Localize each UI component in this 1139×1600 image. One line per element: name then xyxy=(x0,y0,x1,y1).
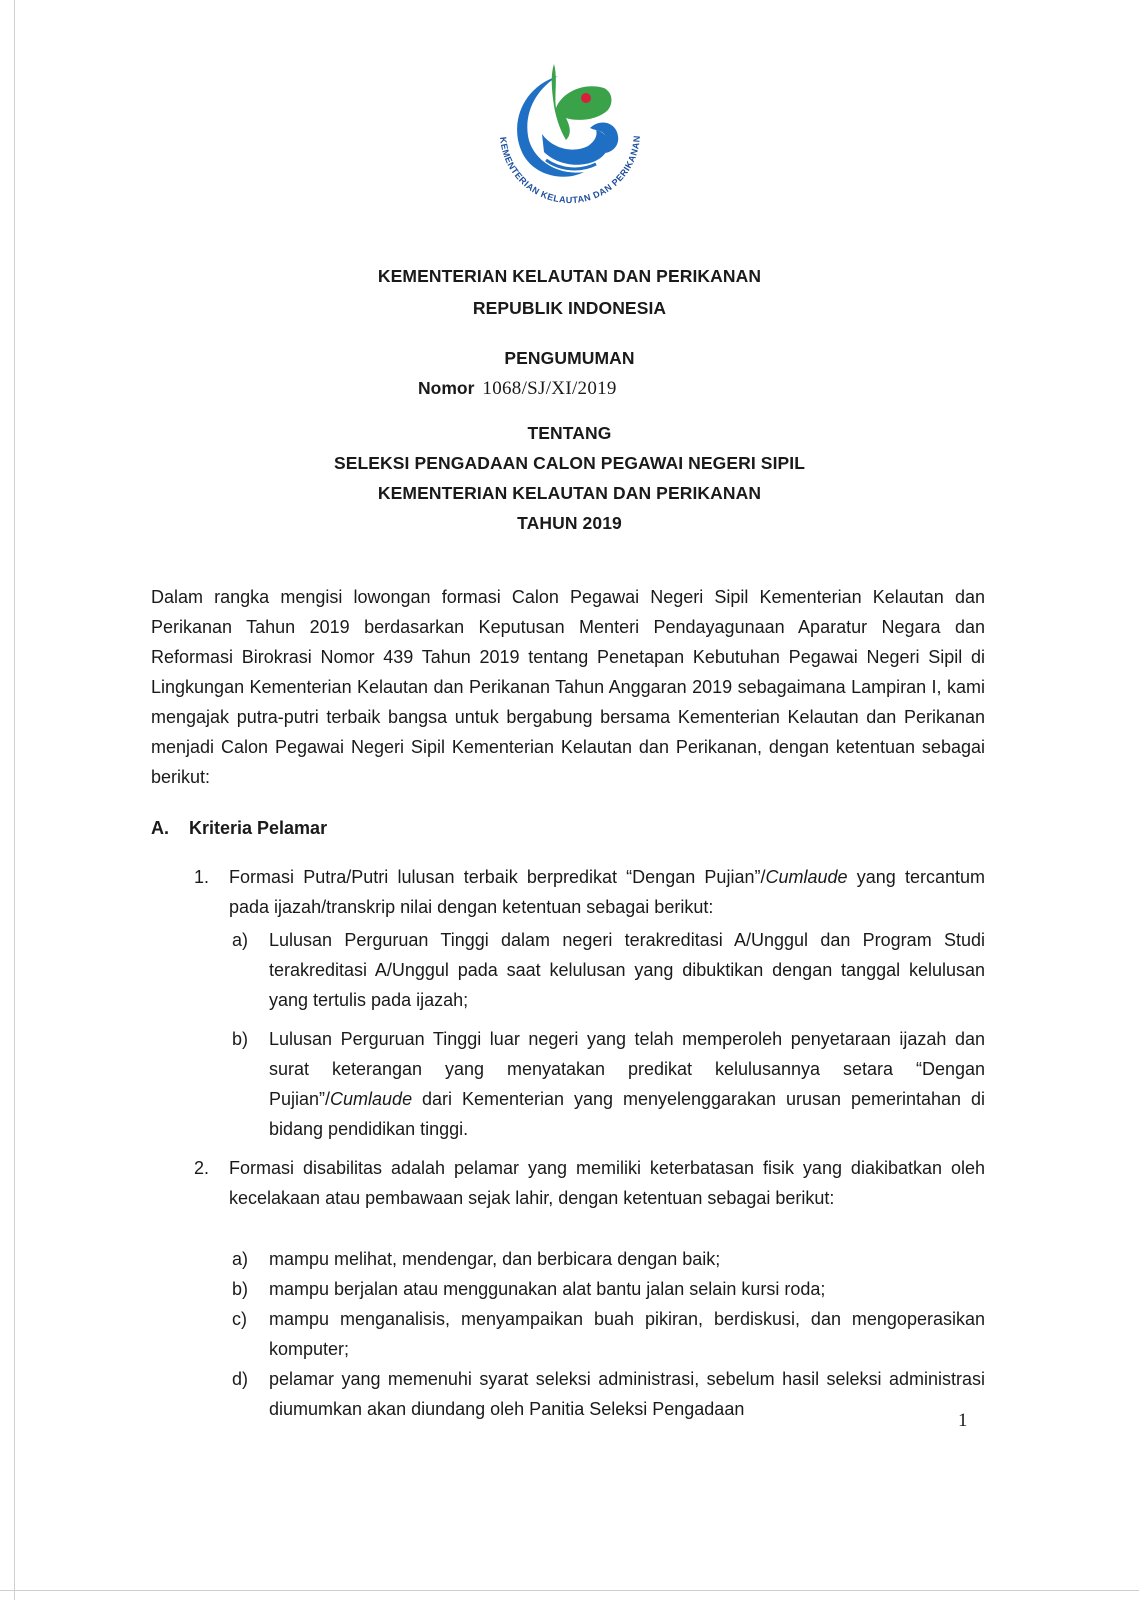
page-left-edge xyxy=(14,0,15,1600)
item1-text-italic: Cumlaude xyxy=(765,867,848,887)
sub-item-1a-text: Lulusan Perguruan Tinggi dalam negeri terakreditasi A/Unggul dan Program Studi terakreditasi A/Unggul pada saat kelulusan yang dibuktikan dengan tanggal kelulusan yang tertulis pada ijazah; xyxy=(269,930,985,1010)
header-announcement: PENGUMUMAN xyxy=(504,348,635,368)
announcement-number xyxy=(418,378,617,400)
sub-item-2d-text: pelamar yang memenuhi syarat seleksi administrasi, sebelum hasil seleksi administrasi diumumkan akan diundang oleh Panitia Seleksi Pengadaan xyxy=(269,1369,985,1419)
sub-item-1b-text-after: dari Kementerian yang menyelenggarakan urusan pemerintahan di bidang pendidikan tinggi. xyxy=(269,1089,985,1139)
list-marker: 1. xyxy=(194,867,210,887)
sub-item-1b-text-italic: Cumlaude xyxy=(330,1089,413,1109)
page-number: 1 xyxy=(958,1410,968,1431)
sub-marker: a) xyxy=(232,930,249,950)
list-item-2 xyxy=(194,1153,985,1213)
list-item-1 xyxy=(194,862,985,922)
sub-item-1b-text-before: Lulusan Perguruan Tinggi luar negeri yang telah memperoleh penyetaraan ijazah dan surat keterangan yang menyatakan predikat kelulusannya setara “Dengan Pujian”/ xyxy=(269,1029,985,1109)
sub-item-2c xyxy=(232,1304,985,1364)
page-bottom-edge xyxy=(0,1590,1139,1591)
sub-item-2c-text: mampu menganalisis, menyampaikan buah pikiran, berdiskusi, dan mengoperasikan komputer; xyxy=(269,1309,985,1359)
sub-item-2b-text: mampu berjalan atau menggunakan alat bantu jalan selain kursi roda; xyxy=(269,1279,826,1299)
sub-item-2b xyxy=(232,1274,985,1304)
item2-text: Formasi disabilitas adalah pelamar yang memiliki keterbatasan fisik yang diakibatkan oleh kecelakaan atau pembawaan sejak lahir, dengan ketentuan sebagai berikut: xyxy=(229,1158,985,1208)
section-a-title: Kriteria Pelamar xyxy=(189,818,328,838)
nomor-label: Nomor xyxy=(418,378,475,398)
header-tentang: TENTANG xyxy=(527,423,612,443)
sub-marker: b) xyxy=(232,1279,249,1299)
ministry-logo xyxy=(480,48,660,228)
list-marker: 2. xyxy=(194,1158,210,1178)
svg-text:KEMENTERIAN KELAUTAN DAN PERIK: KEMENTERIAN KELAUTAN DAN PERIKANAN xyxy=(498,134,643,206)
section-a-number: A. xyxy=(151,818,169,838)
header-subject-2: KEMENTERIAN KELAUTAN DAN PERIKANAN xyxy=(377,483,762,503)
header-year: TAHUN 2019 xyxy=(517,513,622,533)
sub-item-2a xyxy=(232,1244,985,1274)
header-subject-1: SELEKSI PENGADAAN CALON PEGAWAI NEGERI SIPIL xyxy=(333,453,806,473)
item1-text-before: Formasi Putra/Putri lulusan terbaik berpredikat “Dengan Pujian”/ xyxy=(229,867,766,887)
sub-item-2a-text: mampu melihat, mendengar, dan berbicara dengan baik; xyxy=(269,1249,721,1269)
sub-item-1a xyxy=(232,925,985,1015)
section-a-heading xyxy=(151,818,327,839)
sub-marker: a) xyxy=(232,1249,249,1269)
intro-paragraph: Dalam rangka mengisi lowongan formasi Calon Pegawai Negeri Sipil Kementerian Kelautan dan Perikanan Tahun 2019 berdasarkan Keputusan Menteri Pendayagunaan Aparatur Negara dan Reformasi Birokrasi Nomor 439 Tahun 2019 tentang Penetapan Kebutuhan Pegawai Negeri Sipil di Lingkungan Kementerian Kelautan dan Perikanan Tahun Anggaran 2019 sebagaimana Lampiran I, kami mengajak putra-putri terbaik bangsa untuk bergabung bersama Kementerian Kelautan dan Perikanan menjadi Calon Pegawai Negeri Sipil Kementerian Kelautan dan Perikanan, dengan ketentuan sebagai berikut: xyxy=(151,587,985,787)
item1-text-after: yang tercantum pada ijazah/transkrip nilai dengan ketentuan sebagai berikut: xyxy=(229,867,985,917)
sub-item-1b xyxy=(232,1024,985,1144)
nomor-value: 1068/SJ/XI/2019 xyxy=(482,378,617,399)
header-republic: REPUBLIK INDONESIA xyxy=(472,298,667,318)
sub-item-2d xyxy=(232,1364,985,1424)
sub-marker: c) xyxy=(232,1309,247,1329)
sub-marker: d) xyxy=(232,1369,249,1389)
sub-marker: b) xyxy=(232,1029,249,1049)
header-ministry: KEMENTERIAN KELAUTAN DAN PERIKANAN xyxy=(377,266,762,286)
